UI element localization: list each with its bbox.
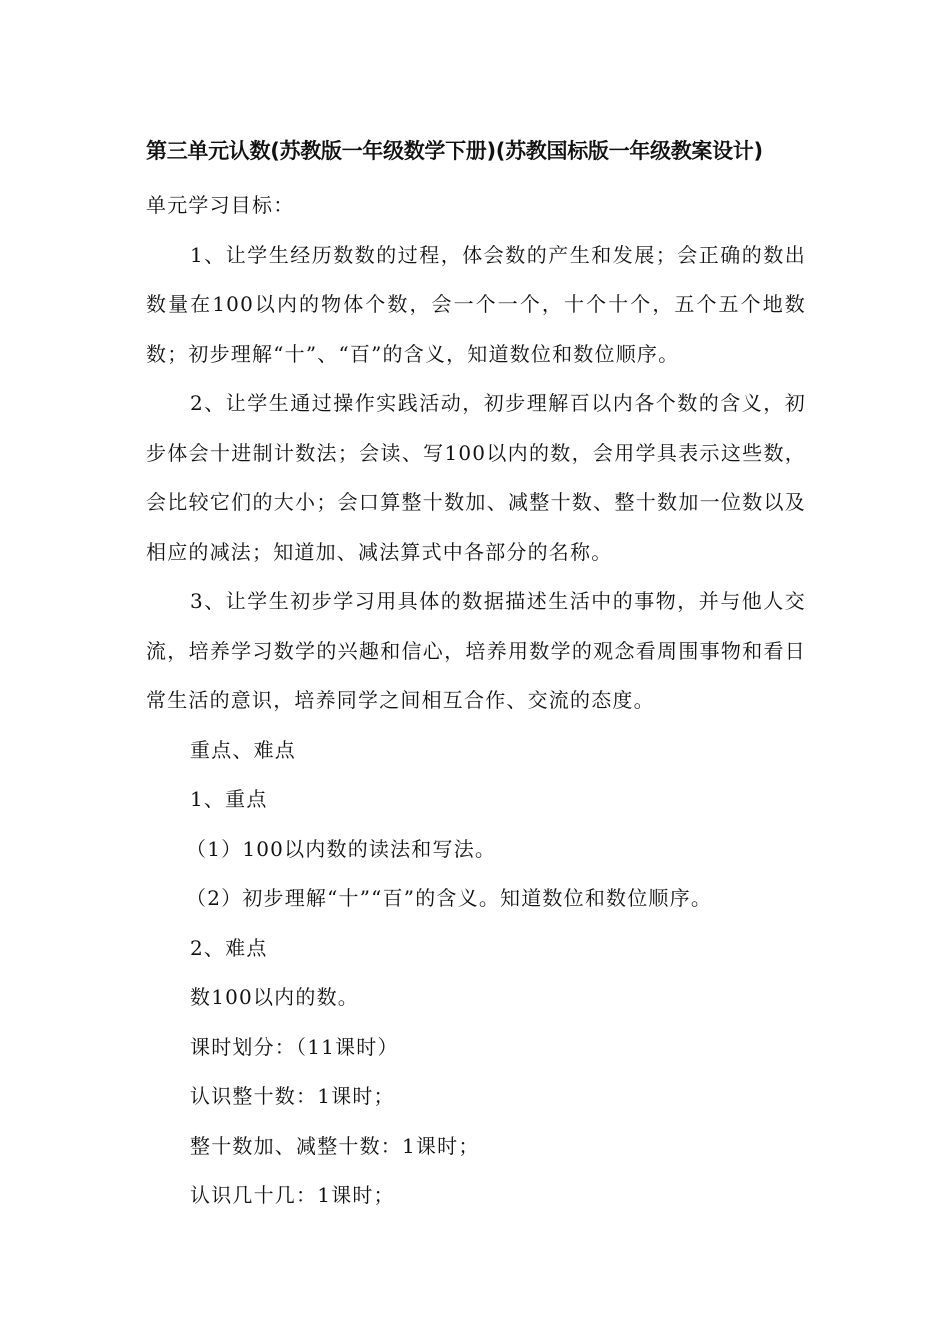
schedule-heading: 课时划分：（11课时） [190,1034,399,1059]
difficult-heading: 2、难点 [190,935,268,960]
objectives-heading: 单元学习目标： [146,193,295,217]
objective-paragraph-1: 1、让学生经历数数的过程，体会数的产生和发展；会正确的数出数量在100以内的物体个数，会一个一个，十个十个，五个五个地数数；初步理解“十”、“百”的含义，知道数位和数位顺序。 [146,242,806,366]
objective-paragraph-3: 3、让学生初步学习用具体的数据描述生活中的事物，并与他人交流，培养学习数学的兴趣和信心，培养用数学的观念看周围事物和看日常生活的意识，培养同学之间相互合作、交流的态度。 [146,589,806,712]
schedule-item-2: 整十数加、减整十数：1课时； [190,1133,480,1158]
key-difficult-heading: 重点、难点 [190,737,296,762]
key-point-1: （1）100以内数的读法和写法。 [186,836,497,861]
schedule-item-3: 认识几十几：1课时； [190,1183,395,1207]
key-points-heading: 1、重点 [190,787,268,811]
key-point-2: （2）初步理解“十”“百”的含义。知道数位和数位顺序。 [186,886,713,910]
document-title: 第三单元认数(苏教版一年级数学下册)(苏教国标版一年级教案设计) [146,139,763,163]
difficult-point: 数100以内的数。 [190,985,359,1009]
schedule-item-1: 认识整十数：1课时； [190,1084,395,1108]
objective-paragraph-2: 2、让学生通过操作实践活动，初步理解百以内各个数的含义，初步体会十进制计数法；会读、写100以内的数，会用学具表示这些数，会比较它们的大小；会口算整十数加、减整十数、整十数加一位数以及相应的减法；知道加、减法算式中各部分的名称。 [146,391,806,564]
document-page [146,132,806,1221]
